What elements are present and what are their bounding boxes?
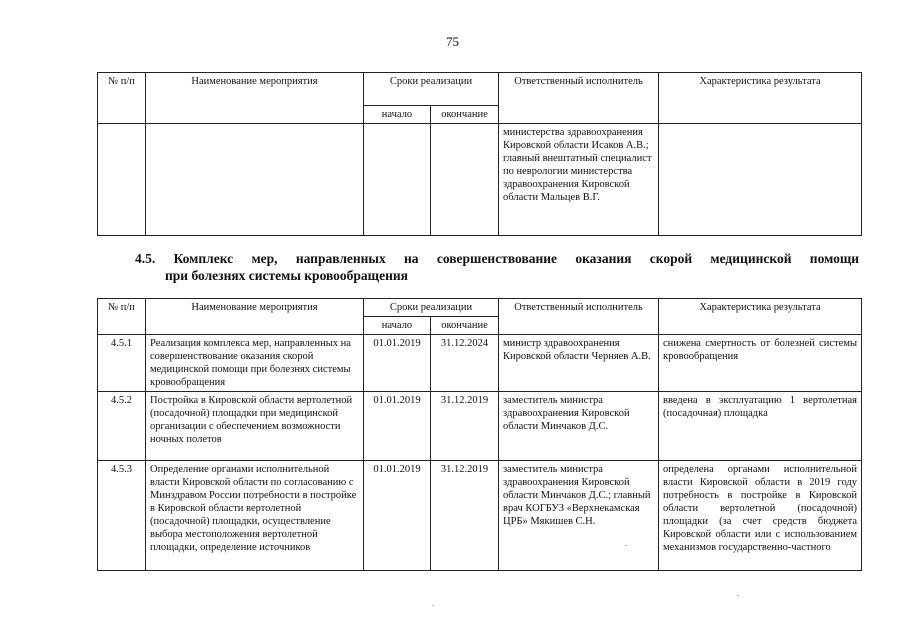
cell-result: определена органами исполнительной власти Кировской области в 2019 году потребность в постройке в Кировской области вертолетной (посадочной) площадки (за счет средств бюджета Кировской области или с использованием механизмов государственно-частного [659, 461, 862, 571]
cell-name: Реализация комплекса мер, направленных на совершенствование оказания скорой медицинской помощи при болезнях системы кровообращения [146, 335, 364, 392]
cell-num: 4.5.2 [98, 392, 146, 461]
header-num: № п/п [98, 73, 146, 124]
header-end: окончание [431, 317, 499, 335]
cell-start [364, 124, 431, 236]
header-responsible: Ответственный исполнитель [499, 73, 659, 124]
scan-speck [432, 605, 434, 606]
cell-result: введена в эксплуатацию 1 вертолетная (посадочная) площадка [659, 392, 862, 461]
cell-responsible: министр здравоохранения Кировской области Черняев А.В. [499, 335, 659, 392]
header-responsible: Ответственный исполнитель [499, 299, 659, 335]
table-row [98, 335, 862, 392]
cell-end [431, 124, 499, 236]
page-number: 75 [446, 34, 459, 49]
measures-table [97, 298, 862, 571]
cell-end: 31.12.2024 [431, 335, 499, 392]
header-terms: Сроки реализации [364, 299, 499, 317]
cell-start: 01.01.2019 [364, 461, 431, 571]
header-name: Наименование мероприятия [146, 73, 364, 124]
table-row [98, 392, 862, 461]
section-title-line2: при болезнях системы кровообращения [165, 268, 408, 283]
cell-name: Постройка в Кировской области вертолетной (посадочной) площадки при медицинской организации с обеспечением возможности ночных полетов [146, 392, 364, 461]
section-heading [135, 250, 859, 284]
cell-name: Определение органами исполнительной власти Кировской области по согласованию с Минздравом России потребности в постройке в Кировской области вертолетной (посадочной) площадки, осуществление выбора местоположения вертолетной площадки, определение источников [146, 461, 364, 571]
cell-num: 4.5.1 [98, 335, 146, 392]
header-result: Характеристика результата [659, 299, 862, 335]
cell-responsible: заместитель министра здравоохранения Кировской области Минчаков Д.С. [499, 392, 659, 461]
header-num: № п/п [98, 299, 146, 335]
header-terms: Сроки реализации [364, 73, 499, 106]
cell-end: 31.12.2019 [431, 392, 499, 461]
cell-responsible: заместитель министра здравоохранения Кировской области Минчаков Д.С.; главный врач КОГБУЗ «Верхнекамская ЦРБ» Мякишев С.Н. [499, 461, 659, 571]
scan-speck [625, 545, 627, 546]
cell-num: 4.5.3 [98, 461, 146, 571]
cell-num [98, 124, 146, 236]
section-title-line1: Комплекс мер, направленных на совершенствование оказания скорой медицинской помощи [173, 251, 860, 266]
cell-responsible: министерства здравоохранения Кировской области Исаков А.В.; главный внештатный специалист по неврологии министерства здравоохранения Кировской области Мальцев В.Г. [499, 124, 659, 236]
scan-speck [737, 595, 739, 596]
header-name: Наименование мероприятия [146, 299, 364, 335]
cell-start: 01.01.2019 [364, 392, 431, 461]
header-start: начало [364, 317, 431, 335]
section-number: 4.5. [135, 251, 156, 266]
cell-result [659, 124, 862, 236]
cell-name [146, 124, 364, 236]
header-end: окончание [431, 106, 499, 124]
table-row [98, 124, 862, 236]
header-start: начало [364, 106, 431, 124]
cell-result: снижена смертность от болезней системы кровообращения [659, 335, 862, 392]
cell-start: 01.01.2019 [364, 335, 431, 392]
header-result: Характеристика результата [659, 73, 862, 124]
continued-table [97, 72, 862, 236]
cell-end: 31.12.2019 [431, 461, 499, 571]
table-row [98, 461, 862, 571]
